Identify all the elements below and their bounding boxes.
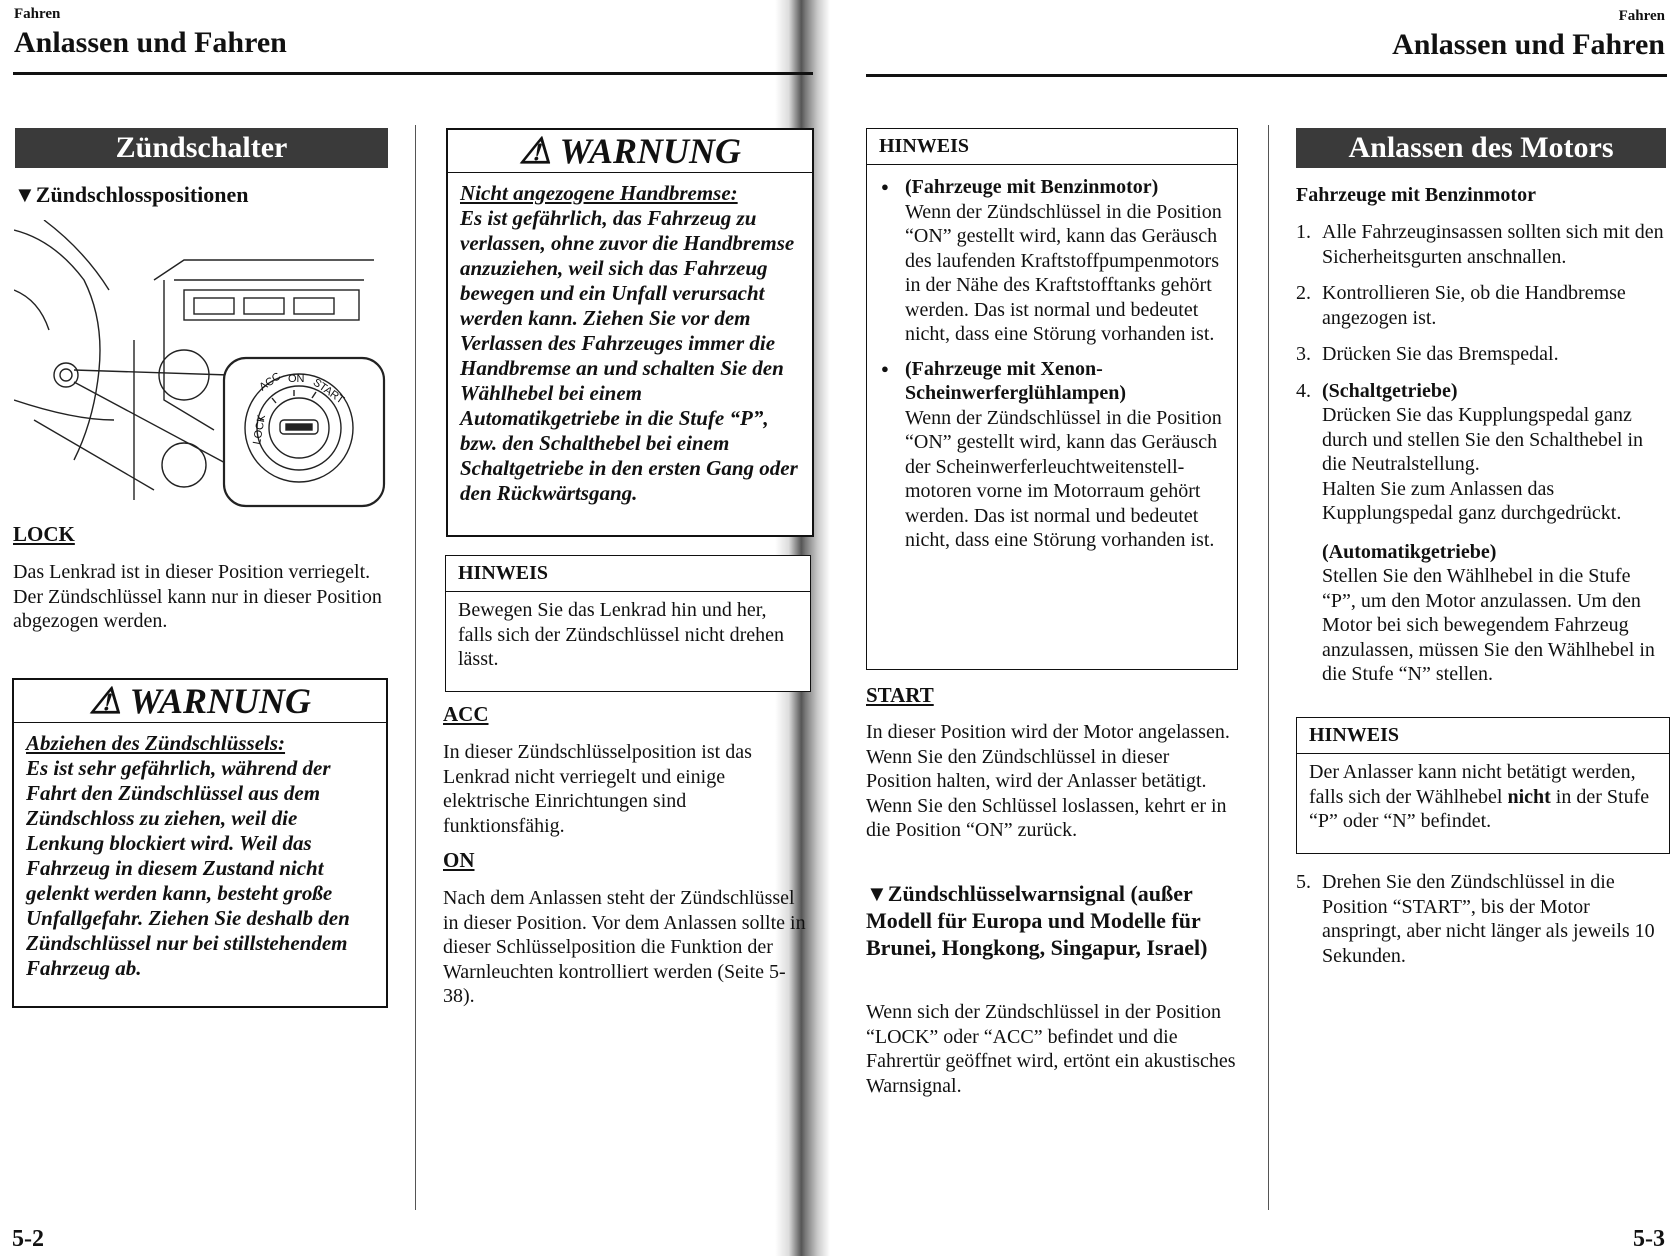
step-manual-text2: Halten Sie zum Anlassen das Kupplungspedal ganz durchgedrückt. bbox=[1322, 477, 1622, 524]
hinweis-box-lenkrad bbox=[445, 555, 811, 692]
acc-label: ACC bbox=[443, 702, 489, 726]
hinweis-title: HINWEIS bbox=[1297, 718, 1669, 754]
page-number-left: 5-2 bbox=[12, 1226, 44, 1252]
step-number: 5. bbox=[1296, 871, 1311, 893]
hinweis-item-text: Wenn der Zündschlüssel in die Position “ON” gestellt wird, kann das Geräusch der Scheinwerferleuchtweitenstell-motoren vorne im Motorraum gehört werden. Das ist normal und bedeutet nicht, dass eine Störung vorhanden ist. bbox=[905, 406, 1222, 551]
warning-title bbox=[14, 680, 386, 723]
hinweis-title: HINWEIS bbox=[446, 556, 810, 592]
hinweis-box-geraeusche bbox=[866, 128, 1238, 670]
step-item bbox=[1296, 870, 1668, 968]
warning-box-zuendschluessel bbox=[12, 678, 388, 1008]
step-item bbox=[1296, 379, 1668, 687]
step-number: 1. bbox=[1296, 221, 1311, 243]
header-rule bbox=[13, 72, 813, 75]
subheading-zuendschlosspositionen: ▼Zündschlosspositionen bbox=[14, 182, 249, 207]
warning-triangle-icon: ⚠ bbox=[519, 131, 552, 171]
warning-text: Es ist sehr gefährlich, während der Fahrt den Zündschlüssel aus dem Zündschloss zu ziehen, weil die Lenkung blockiert wird. Weil das Fahrzeug in diesem Zustand nicht gelenkt werden kann, besteht große Unfallgefahr. Ziehen Sie deshalb den Zündschlüssel nur bei stillstehendem Fahrzeug ab. bbox=[26, 756, 350, 980]
hinweis-item bbox=[879, 357, 1225, 553]
on-label: ON bbox=[443, 848, 475, 872]
warning-title bbox=[448, 130, 812, 173]
hinweis-text-b: in der Stufe “P” oder “N” befindet. bbox=[1309, 785, 1650, 832]
lock-text: Das Lenkrad ist in dieser Position verriegelt. Der Zündschlüssel kann nur in dieser Position abgezogen werden. bbox=[13, 561, 382, 632]
hinweis-item bbox=[879, 175, 1225, 347]
hinweis-text: Bewegen Sie das Lenkrad hin und her, falls sich der Zündschlüssel nicht drehen lässt. bbox=[458, 599, 785, 670]
step-item bbox=[1296, 220, 1668, 269]
section-title-zuendschalter: Zündschalter bbox=[15, 128, 388, 168]
page-title: Anlassen und Fahren bbox=[1392, 28, 1665, 61]
warning-box-handbremse bbox=[446, 128, 814, 537]
step-text: Alle Fahrzeuginsassen sollten sich mit den Sicherheitsgurten anschnallen. bbox=[1322, 221, 1664, 268]
warning-title-text: WARNUNG bbox=[129, 681, 311, 721]
hinweis-item-head: ● (Fahrzeuge mit Benzinmotor) bbox=[905, 176, 1159, 198]
hinweis-item-head: ● (Fahrzeuge mit Xenon-Scheinwerferglühlampen) bbox=[905, 357, 1127, 404]
step-manual-head: (Schaltgetriebe) bbox=[1322, 379, 1458, 402]
hinweis-box-anlasser bbox=[1296, 717, 1670, 854]
hinweis-text-a: Der Anlasser kann nicht betätigt werden, falls sich der Wählhebel bbox=[1309, 761, 1636, 808]
diagram-label-on: ON bbox=[288, 373, 305, 385]
start-text: In dieser Position wird der Motor angelassen. Wenn Sie den Zündschlüssel in dieser Position halten, wird der Anlasser betätigt. Wenn Sie den Schlüssel loslassen, kehrt er in die Position “ON” zurück. bbox=[866, 721, 1230, 841]
step-auto-head: (Automatikgetriebe) bbox=[1322, 540, 1497, 563]
step-5 bbox=[1296, 870, 1668, 980]
hinweis-item-text: Wenn der Zündschlüssel in die Position “ON” gestellt wird, kann das Geräusch des laufenden Kraftstoffpumpenmotors in der Nähe des Kraftstofftanks gehört werden. Das ist normal und bedeutet nicht, dass eine Störung vorhanden ist. bbox=[905, 200, 1222, 345]
warning-text: Es ist gefährlich, das Fahrzeug zu verlassen, ohne zuvor die Handbremse anzuziehen, weil sich das Fahrzeug bewegen und ein Unfall verursacht werden kann. Ziehen Sie vor dem Verlassen des Fahrzeuges immer die Handbremse an und schalten Sie den Wählhebel bei einem Automatikgetriebe in die Stufe “P”, bzw. den Schalthebel bei einem Schaltgetriebe in den ersten Gang oder den Rückwärtsgang. bbox=[460, 206, 798, 505]
diagram-label-lock: LOCK bbox=[251, 413, 269, 446]
diagram-label-start: START bbox=[310, 376, 347, 407]
column-divider bbox=[415, 125, 416, 1210]
warning-title-text: WARNUNG bbox=[559, 131, 741, 171]
running-header-small: Fahren bbox=[1618, 8, 1665, 24]
hinweis-text-bold: nicht bbox=[1507, 785, 1551, 808]
step-text: Drehen Sie den Zündschlüssel in die Position “START”, bis der Motor anspringt, aber nicht länger als jeweils 10 Sekunden. bbox=[1322, 871, 1655, 967]
section-title-anlassen: Anlassen des Motors bbox=[1296, 128, 1666, 168]
warnsignal-text: Wenn sich der Zündschlüssel in der Position “LOCK” oder “ACC” befindet und die Fahrertür geöffnet wird, ertönt ein akustisches Warnsignal. bbox=[866, 1001, 1236, 1097]
warning-subtitle: Nicht angezogene Handbremse: bbox=[460, 181, 738, 205]
lock-label: LOCK bbox=[13, 522, 75, 546]
step-manual-text: Drücken Sie das Kupplungspedal ganz durch und stellen Sie den Schalthebel in die Neutralstellung. bbox=[1322, 404, 1644, 475]
subheading-benzinmotor: Fahrzeuge mit Benzinmotor bbox=[1296, 184, 1536, 206]
diagram-label-acc: ACC bbox=[257, 370, 284, 394]
step-item bbox=[1296, 281, 1668, 330]
ignition-diagram bbox=[14, 220, 394, 510]
subheading-warnsignal: ▼Zündschlüsselwarnsignal (außer Modell für Europa und Modelle für Brunei, Hongkong, Singapur, Israel) bbox=[866, 881, 1208, 960]
running-header-small: Fahren bbox=[14, 6, 61, 22]
step-number: 4. bbox=[1296, 379, 1311, 402]
warning-triangle-icon: ⚠ bbox=[89, 681, 122, 721]
page-title: Anlassen und Fahren bbox=[14, 26, 287, 59]
step-auto-text: Stellen Sie den Wählhebel in die Stufe “P”, um den Motor anzulassen. Um den Motor bei sich bewegendem Fahrzeug anzulassen, müssen Sie den Wählhebel in die Stufe “N” stellen. bbox=[1322, 565, 1655, 685]
steps-list bbox=[1296, 220, 1668, 699]
step-number: 3. bbox=[1296, 343, 1311, 365]
warning-subtitle: Abziehen des Zündschlüssels: bbox=[26, 731, 286, 755]
acc-text: In dieser Zündschlüsselposition ist das Lenkrad nicht verriegelt und einige elektrische Einrichtungen sind funktionsfähig. bbox=[443, 741, 752, 837]
page-number-right: 5-3 bbox=[1633, 1226, 1665, 1252]
column-divider bbox=[1268, 125, 1269, 1210]
on-text: Nach dem Anlassen steht der Zündschlüssel in dieser Position. Vor dem Anlassen sollte in dieser Schlüsselposition die Funktion der Warnleuchten kontrolliert werden (Seite 5-38). bbox=[443, 887, 806, 1007]
step-item bbox=[1296, 342, 1668, 367]
step-text: Kontrollieren Sie, ob die Handbremse angezogen ist. bbox=[1322, 282, 1626, 329]
step-number: 2. bbox=[1296, 282, 1311, 304]
start-label: START bbox=[866, 683, 934, 707]
header-rule bbox=[866, 74, 1667, 77]
hinweis-title: HINWEIS bbox=[867, 129, 1237, 165]
step-text: Drücken Sie das Bremspedal. bbox=[1322, 343, 1559, 365]
